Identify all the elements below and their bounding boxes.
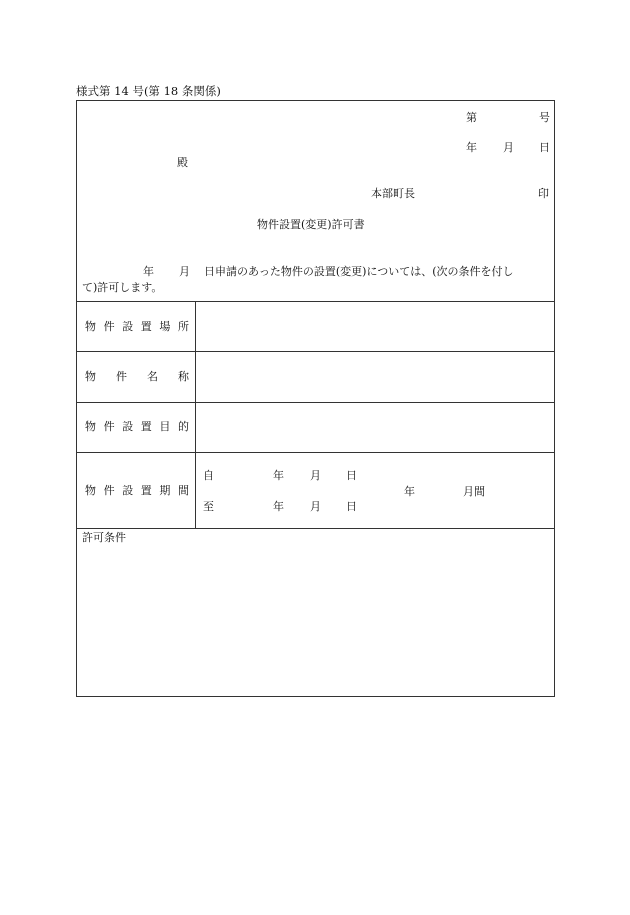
period-from-hi: 日	[346, 469, 357, 482]
period-duration-nen: 年	[404, 485, 415, 498]
label-char: 件	[103, 420, 115, 433]
document-title: 物件設置(変更)許可書	[257, 218, 365, 231]
number-dai: 第	[466, 111, 477, 124]
date-tsuki: 月	[503, 141, 514, 154]
label-char: 物	[85, 370, 96, 383]
label-location	[85, 321, 189, 332]
divider-name-top	[77, 351, 554, 352]
issuer-name: 本部町長	[371, 187, 415, 200]
label-char: 件	[116, 370, 127, 383]
label-name	[85, 371, 189, 382]
divider-conditions-top	[77, 528, 554, 529]
body-line-2: て)許可します。	[82, 281, 163, 294]
period-from-label: 自	[203, 469, 214, 482]
label-char: 件	[103, 320, 115, 333]
period-from-nen: 年	[273, 469, 284, 482]
label-char: 物	[85, 420, 96, 433]
period-to-tsuki: 月	[310, 500, 321, 513]
label-period	[85, 485, 189, 496]
conditions-label: 許可条件	[82, 531, 126, 544]
label-char: 所	[177, 320, 189, 333]
body-line-1: 日申請のあった物件の設置(変更)については、(次の条件を付し	[204, 265, 514, 278]
divider-period-top	[77, 452, 554, 453]
number-go: 号	[539, 111, 550, 124]
label-purpose	[85, 421, 189, 432]
label-char: 置	[140, 320, 152, 333]
divider-location-top	[77, 301, 554, 302]
label-char: 場	[159, 320, 171, 333]
label-char: 設	[122, 320, 134, 333]
permit-form	[76, 100, 555, 697]
period-to-label: 至	[203, 500, 214, 513]
label-column-divider	[195, 301, 196, 528]
body-tsuki: 月	[179, 265, 190, 278]
addressee-suffix: 殿	[177, 156, 188, 169]
date-hi: 日	[539, 141, 550, 154]
label-char: 称	[178, 370, 189, 383]
label-char: 置	[140, 420, 152, 433]
body-nen: 年	[143, 265, 154, 278]
label-char: 設	[122, 484, 134, 497]
label-char: 件	[103, 484, 115, 497]
label-char: 物	[85, 484, 96, 497]
label-char: 期	[159, 484, 171, 497]
seal-mark: 印	[538, 187, 549, 200]
period-from-tsuki: 月	[310, 469, 321, 482]
label-char: 設	[122, 420, 134, 433]
period-duration-months: 月間	[463, 485, 485, 498]
period-to-nen: 年	[273, 500, 284, 513]
label-char: 物	[85, 320, 96, 333]
divider-purpose-top	[77, 402, 554, 403]
label-char: 置	[140, 484, 152, 497]
date-nen: 年	[466, 141, 477, 154]
label-char: 名	[147, 370, 158, 383]
label-char: 間	[177, 484, 189, 497]
form-number: 様式第 14 号(第 18 条関係)	[76, 84, 221, 98]
label-char: 目	[159, 420, 171, 433]
label-char: 的	[177, 420, 189, 433]
period-to-hi: 日	[346, 500, 357, 513]
